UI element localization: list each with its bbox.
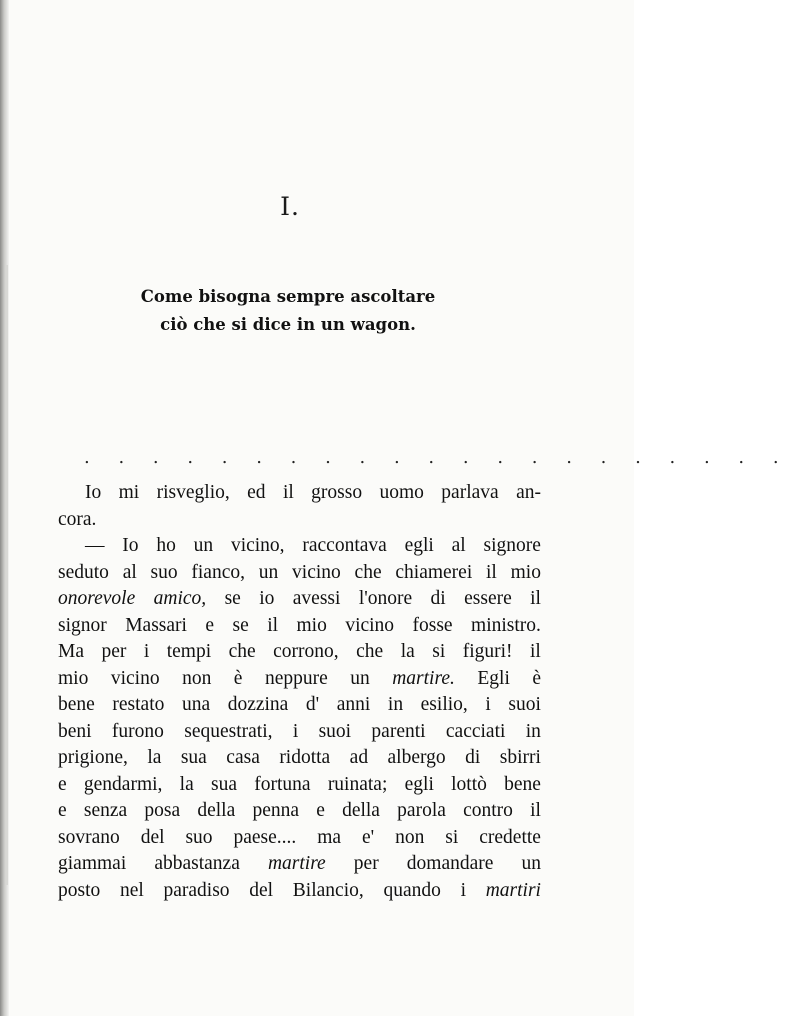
body-word: egli bbox=[404, 535, 434, 556]
body-word: e bbox=[58, 800, 67, 821]
body-word: cora. bbox=[58, 508, 97, 530]
body-word: risveglio, bbox=[156, 482, 230, 503]
body-word: mio bbox=[58, 667, 89, 689]
body-word: del bbox=[140, 826, 165, 848]
body-word: il bbox=[282, 482, 294, 503]
body-word: di bbox=[430, 588, 446, 609]
body-word: prigione, bbox=[58, 747, 128, 768]
body-word: un bbox=[193, 535, 214, 556]
body-word: e bbox=[316, 800, 325, 821]
body-word: per bbox=[101, 641, 127, 662]
body-line bbox=[58, 745, 541, 772]
body-word: giammai bbox=[58, 853, 127, 874]
body-word: avessi bbox=[292, 588, 341, 609]
body-word: Massari bbox=[125, 614, 187, 636]
body-word: in bbox=[525, 720, 541, 742]
body-word: bene bbox=[58, 694, 95, 715]
body-word: vicino bbox=[110, 667, 160, 689]
body-word: e bbox=[58, 773, 67, 795]
body-line bbox=[58, 666, 541, 693]
body-word: bene bbox=[504, 773, 541, 795]
body-word: non bbox=[182, 667, 212, 689]
body-word: vicino bbox=[345, 614, 395, 636]
body-word: contro bbox=[463, 800, 513, 821]
body-word: ridotta bbox=[279, 747, 331, 768]
body-word: mio bbox=[296, 614, 327, 636]
body-word: parola bbox=[397, 800, 446, 821]
body-word: che bbox=[228, 641, 256, 662]
page-binding-mark bbox=[6, 265, 8, 885]
body-word: il bbox=[530, 800, 541, 821]
body-word: abbastanza bbox=[154, 853, 240, 874]
chapter-title-line-2: ciò che si dice in un wagon. bbox=[160, 315, 416, 334]
body-word: ministro. bbox=[471, 614, 541, 636]
body-line bbox=[58, 533, 541, 560]
ellipsis-separator: . . . . . . . . . . . . . . . . . . . . . bbox=[84, 447, 790, 468]
chapter-title-line-1: Come bisogna sempre ascoltare bbox=[140, 287, 436, 306]
body-word: gendarmi, bbox=[83, 773, 163, 795]
body-word: vicino bbox=[292, 561, 341, 583]
body-word: se bbox=[232, 614, 249, 636]
body-word: di bbox=[465, 747, 481, 768]
body-word: è bbox=[532, 667, 541, 689]
body-line bbox=[58, 851, 541, 878]
body-word: non bbox=[395, 826, 425, 848]
body-word: i bbox=[143, 641, 150, 662]
body-line bbox=[58, 639, 541, 666]
body-word: se bbox=[224, 588, 241, 609]
body-line bbox=[58, 586, 541, 613]
body-word: il bbox=[267, 614, 279, 636]
body-word: martire bbox=[267, 853, 326, 874]
body-word: casa bbox=[226, 747, 260, 768]
body-word: sua bbox=[180, 747, 207, 768]
body-word: i bbox=[460, 879, 466, 901]
body-line bbox=[58, 798, 541, 825]
body-word: si bbox=[445, 826, 459, 848]
body-word: e bbox=[205, 614, 215, 636]
body-word: ruinata; bbox=[327, 773, 388, 795]
body-word: suo bbox=[185, 826, 213, 848]
body-word: corrono, bbox=[273, 641, 339, 662]
body-word: grosso bbox=[311, 482, 363, 503]
body-word: posto bbox=[58, 879, 101, 901]
body-word: beni bbox=[58, 720, 92, 742]
body-word: penna bbox=[252, 800, 299, 821]
body-line bbox=[58, 719, 541, 746]
chapter-number: I. bbox=[280, 192, 300, 221]
body-word: il bbox=[530, 641, 541, 662]
body-word: un bbox=[521, 853, 541, 874]
body-line bbox=[58, 507, 541, 534]
body-word: anni bbox=[336, 694, 371, 715]
body-word: io bbox=[259, 588, 275, 609]
body-word: paese.... bbox=[233, 826, 297, 848]
body-word: la bbox=[179, 773, 194, 795]
body-word: paradiso bbox=[163, 879, 230, 901]
body-word: amico, bbox=[153, 588, 207, 609]
body-word: albergo bbox=[387, 747, 446, 768]
body-word: signore bbox=[483, 535, 541, 556]
body-line bbox=[58, 480, 541, 507]
body-word: an- bbox=[516, 482, 541, 503]
body-word: del bbox=[249, 879, 274, 901]
body-word: domandare bbox=[406, 853, 494, 874]
body-word: suo bbox=[150, 561, 178, 583]
chapter-title bbox=[118, 283, 458, 339]
body-word: restato bbox=[112, 694, 165, 715]
body-word: uomo bbox=[379, 482, 424, 503]
body-word: un bbox=[350, 667, 370, 689]
body-word: Egli bbox=[477, 667, 510, 689]
body-word: furono bbox=[111, 720, 164, 742]
body-word: martiri bbox=[485, 879, 541, 901]
body-word: lottò bbox=[451, 773, 487, 795]
body-word: è bbox=[233, 667, 243, 689]
body-word: che bbox=[356, 641, 384, 662]
body-word: ed bbox=[247, 482, 266, 503]
body-line bbox=[58, 613, 541, 640]
body-word: una bbox=[181, 694, 211, 715]
body-word: ma bbox=[317, 826, 342, 848]
body-word: senza bbox=[83, 800, 128, 821]
body-word: ho bbox=[156, 535, 176, 556]
body-line bbox=[58, 772, 541, 799]
body-word: sua bbox=[211, 773, 237, 795]
body-word: parlava bbox=[441, 482, 499, 503]
body-word: raccontava bbox=[302, 535, 387, 556]
body-word: il bbox=[530, 588, 541, 609]
body-word: i bbox=[292, 720, 299, 742]
body-word: dozzina bbox=[227, 694, 289, 715]
body-word: suoi bbox=[508, 694, 541, 715]
body-word: e' bbox=[362, 826, 375, 848]
body-word: cacciati bbox=[445, 720, 506, 742]
body-word: al bbox=[122, 561, 137, 583]
body-line bbox=[58, 878, 541, 905]
body-word: essere bbox=[464, 588, 512, 609]
body-word: chiamerei bbox=[395, 561, 473, 583]
body-word: onorevole bbox=[58, 588, 136, 609]
body-line bbox=[58, 825, 541, 852]
body-word: parenti bbox=[371, 720, 426, 742]
body-word: al bbox=[451, 535, 466, 556]
body-word: l'onore bbox=[358, 588, 413, 609]
body-word: vicino, bbox=[230, 535, 285, 556]
body-word: credette bbox=[479, 826, 541, 848]
body-word: esilio, bbox=[420, 694, 468, 715]
body-word: sequestrati, bbox=[184, 720, 273, 742]
body-word: figuri! bbox=[462, 641, 513, 662]
body-word: si bbox=[432, 641, 446, 662]
body-line bbox=[58, 560, 541, 587]
body-word: un bbox=[258, 561, 279, 583]
body-word: signor bbox=[58, 614, 107, 636]
body-word: fortuna bbox=[254, 773, 311, 795]
body-word: egli bbox=[404, 773, 434, 795]
body-word: sbirri bbox=[499, 747, 541, 768]
body-text bbox=[58, 480, 541, 904]
body-word: la bbox=[400, 641, 415, 662]
body-word: d' bbox=[305, 694, 320, 715]
body-word: — bbox=[85, 535, 105, 556]
body-word: ad bbox=[349, 747, 369, 768]
body-word: per bbox=[353, 853, 379, 874]
body-word: neppure bbox=[264, 667, 328, 689]
body-word: Ma bbox=[58, 641, 84, 662]
body-line bbox=[58, 692, 541, 719]
body-word: fosse bbox=[412, 614, 453, 636]
body-word: posa bbox=[144, 800, 181, 821]
body-word: della bbox=[342, 800, 380, 821]
body-word: mi bbox=[118, 482, 140, 503]
body-word: suoi bbox=[318, 720, 352, 742]
body-word: martire. bbox=[392, 667, 455, 689]
body-word: seduto bbox=[58, 561, 109, 583]
body-word: il bbox=[486, 561, 497, 583]
body-word: mio bbox=[510, 561, 541, 583]
body-word: quando bbox=[383, 879, 441, 901]
body-word: la bbox=[147, 747, 162, 768]
body-word: nel bbox=[119, 879, 144, 901]
body-word: Bilancio, bbox=[292, 879, 364, 901]
body-word: tempi bbox=[166, 641, 212, 662]
body-word: i bbox=[485, 694, 491, 715]
body-word: della bbox=[197, 800, 236, 821]
body-word: sovrano bbox=[58, 826, 120, 848]
body-word: Io bbox=[85, 482, 102, 503]
body-word: in bbox=[387, 694, 404, 715]
body-word: che bbox=[354, 561, 382, 583]
body-word: Io bbox=[122, 535, 139, 556]
body-word: fianco, bbox=[191, 561, 245, 583]
